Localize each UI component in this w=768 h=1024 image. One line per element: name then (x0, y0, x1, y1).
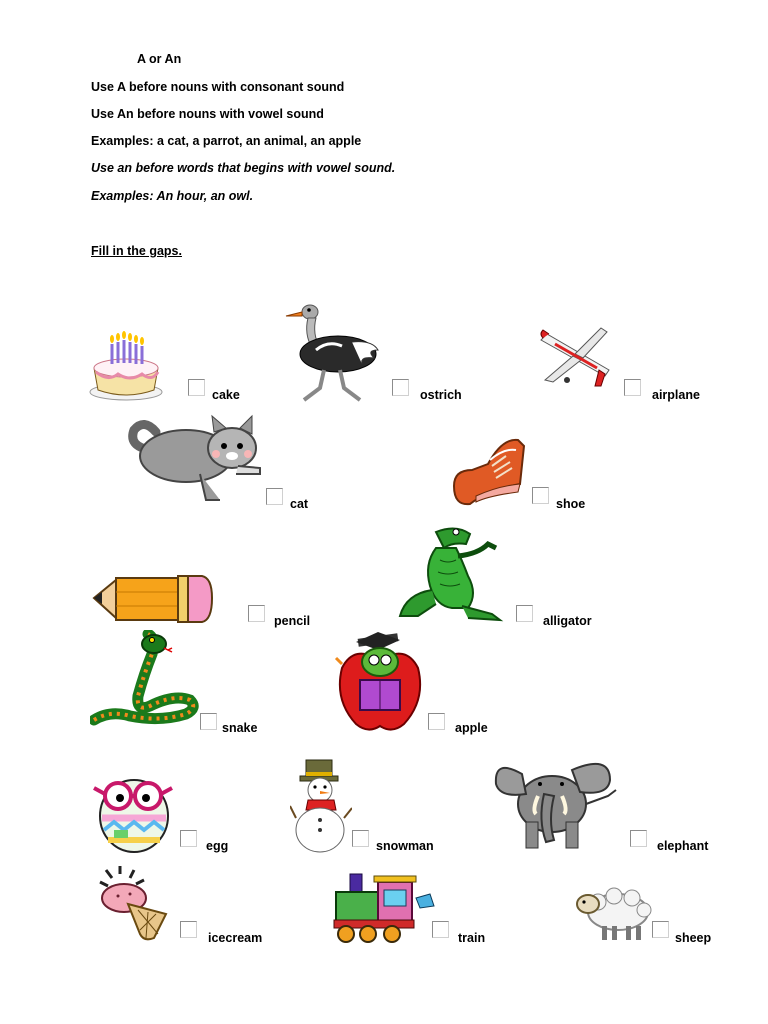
train-icon (330, 868, 436, 948)
word-elephant: elephant (657, 839, 709, 853)
elephant-icon (492, 754, 628, 852)
rule-vowel-sound: Use an before words that begins with vowel sound. (91, 161, 396, 175)
answer-box-snowman[interactable] (352, 830, 369, 847)
answer-box-alligator[interactable] (516, 605, 533, 622)
word-egg: egg (206, 839, 229, 853)
cat-icon (128, 410, 264, 508)
worksheet-title: A or An (137, 52, 182, 66)
snowman-icon (290, 756, 352, 854)
word-snowman: snowman (376, 839, 434, 853)
word-airplane: airplane (652, 388, 700, 402)
answer-box-ostrich[interactable] (392, 379, 409, 396)
answer-box-pencil[interactable] (248, 605, 265, 622)
airplane-icon (535, 320, 615, 392)
word-shoe: shoe (556, 497, 586, 511)
answer-box-apple[interactable] (428, 713, 445, 730)
word-sheep: sheep (675, 931, 712, 945)
answer-box-cat[interactable] (266, 488, 283, 505)
snake-icon (90, 630, 202, 728)
examples-line-2: Examples: An hour, an owl. (91, 189, 254, 203)
apple-icon (334, 630, 428, 734)
answer-box-snake[interactable] (200, 713, 217, 730)
word-alligator: alligator (543, 614, 592, 628)
word-train: train (458, 931, 486, 945)
cake-icon (88, 330, 168, 402)
sheep-icon (574, 884, 652, 944)
answer-box-icecream[interactable] (180, 921, 197, 938)
answer-box-sheep[interactable] (652, 921, 669, 938)
word-pencil: pencil (274, 614, 311, 628)
pencil-icon (90, 574, 214, 624)
ostrich-icon (282, 300, 382, 404)
answer-box-train[interactable] (432, 921, 449, 938)
answer-box-egg[interactable] (180, 830, 197, 847)
examples-line-1: Examples: a cat, a parrot, an animal, an apple (91, 134, 362, 148)
instruction: Fill in the gaps. (91, 244, 182, 258)
alligator-icon (396, 524, 506, 624)
word-cat: cat (290, 497, 309, 511)
answer-box-elephant[interactable] (630, 830, 647, 847)
word-ostrich: ostrich (420, 388, 462, 402)
answer-box-airplane[interactable] (624, 379, 641, 396)
word-icecream: icecream (208, 931, 263, 945)
icecream-icon (94, 864, 174, 944)
rule-a: Use A before nouns with consonant sound (91, 80, 345, 94)
word-cake: cake (212, 388, 240, 402)
egg-icon (92, 768, 176, 854)
answer-box-cake[interactable] (188, 379, 205, 396)
word-apple: apple (455, 721, 488, 735)
answer-box-shoe[interactable] (532, 487, 549, 504)
rule-an: Use An before nouns with vowel sound (91, 107, 324, 121)
word-snake: snake (222, 721, 258, 735)
shoe-icon (448, 434, 528, 512)
